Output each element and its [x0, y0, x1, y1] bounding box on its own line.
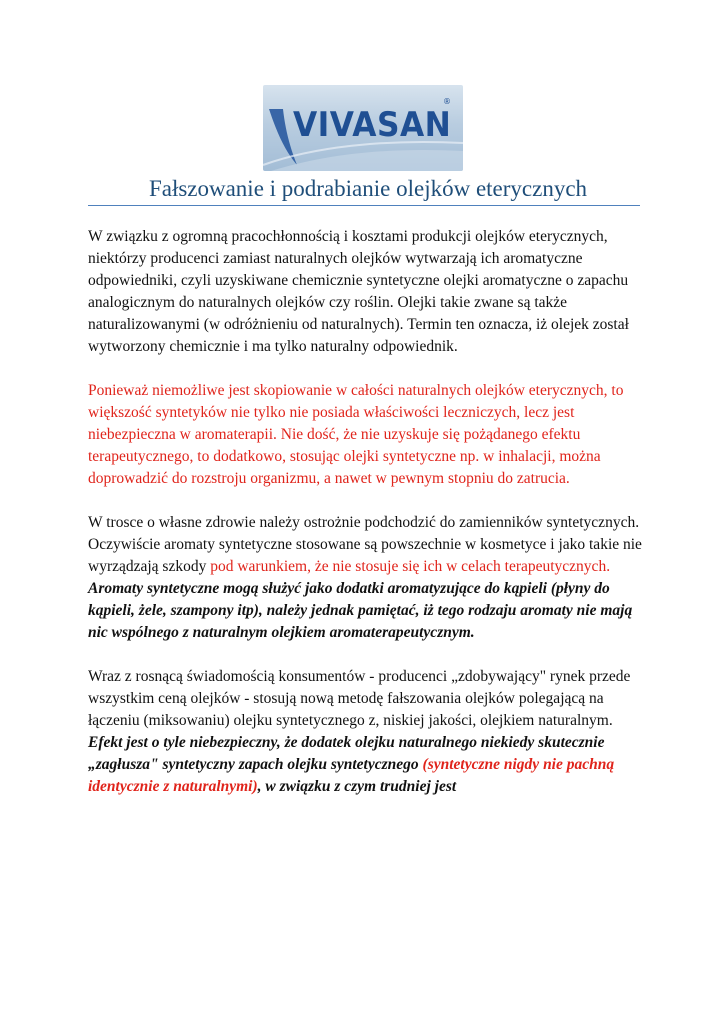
paragraph-4-bold-text: Efekt jest o tyle niebezpieczny, że dodatek olejku naturalnego niekiedy skutecznie „zagłusza" syntetyczny zapach olejku syntetycznego: [88, 734, 605, 773]
paragraph-3-red-text: pod warunkiem, że nie stosuje się ich w celach terapeutycznych.: [210, 558, 611, 575]
document-body: [88, 226, 648, 820]
paragraph-4: [88, 666, 648, 798]
paragraph-1: W związku z ogromną pracochłonnością i kosztami produkcji olejków eterycznych, niektórzy producenci zamiast naturalnych olejków wytwarzają ich aromatyczne odpowiedniki, czyli uzyskiwane chemicznie syntetyczne olejki aromatyczne o zapachu analogicznym do naturalnych olejków czy roślin. Olejki takie zwane są także naturalizowanymi (w odróżnieniu od naturalnych). Termin ten oznacza, iż olejek został wytworzony chemicznie i ma tylko naturalny odpowiednik.: [88, 228, 629, 355]
paragraph-4-red-bold-text: (syntetyczne nigdy nie pachną identycznie z naturalnymi): [88, 756, 615, 795]
paragraph-3-text: W trosce o własne zdrowie należy ostrożnie podchodzić do zamienników syntetycznych. Oczywiście aromaty syntetyczne stosowane są powszechnie w kosmetyce i jako takie nie wyrządzają szkody: [88, 514, 642, 575]
paragraph-4-bold-tail: , w związku z czym trudniej jest: [257, 778, 457, 795]
registered-mark: ®: [443, 97, 451, 106]
paragraph-2: Ponieważ niemożliwe jest skopiowanie w całości naturalnych olejków eterycznych, to większość syntetyków nie tylko nie posiada właściwości leczniczych, lecz jest niebezpieczna w aromaterapii. Nie dość, że nie uzyskuje się pożądanego efektu terapeutycznego, to dodatkowo, stosując olejki syntetyczne np. w inhalacji, można doprowadzić do rozstroju organizmu, a nawet w pewnym stopniu do zatrucia.: [88, 382, 624, 487]
paragraph-4-text: Wraz z rosnącą świadomością konsumentów - producenci „zdobywający" rynek przede wszystkim ceną olejków - stosują nową metodę fałszowania olejków polegającą na łączeniu (miksowaniu) olejku syntetycznego z, niskiej jakości, olejkiem naturalnym.: [88, 668, 631, 729]
paragraph-3: [88, 512, 648, 644]
page-title: Fałszowanie i podrabianie olejków eterycznych: [148, 176, 588, 201]
vivasan-logo: [263, 85, 463, 171]
paragraph-3-bold-text: Aromaty syntetyczne mogą służyć jako dodatki aromatyzujące do kąpieli (płyny do kąpieli, żele, szampony itp), należy jednak pamiętać, iż tego rodzaju aromaty nie mają nic wspólnego z naturalnym olejkiem aromaterapeutycznym.: [88, 580, 633, 641]
title-underline: [88, 205, 640, 206]
logo-wordmark: VIVASAN: [293, 105, 452, 145]
